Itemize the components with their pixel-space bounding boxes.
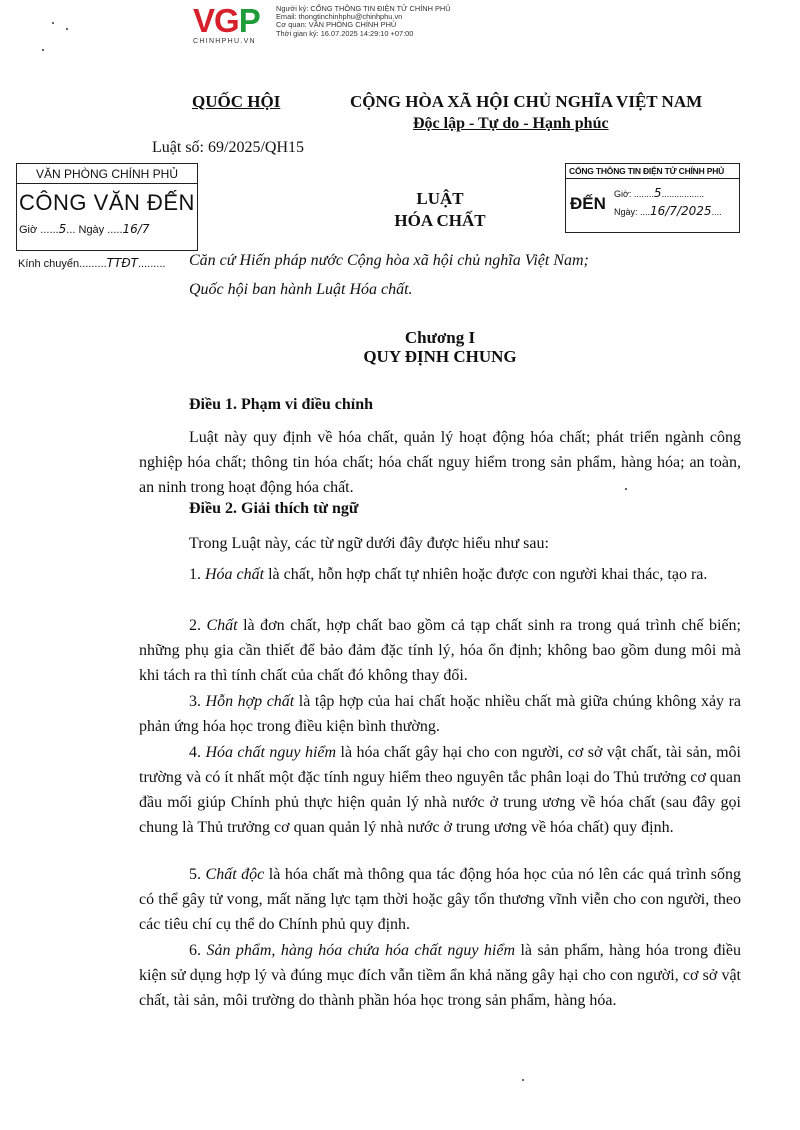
stamp-org: CỔNG THÔNG TIN ĐIỆN TỬ CHÍNH PHỦ xyxy=(566,164,739,179)
signer: Người ký: CỔNG THÔNG TIN ĐIỆN TỬ CHÍNH PHỦ xyxy=(276,4,451,13)
handwritten-date: 16/7/2025 xyxy=(650,204,712,218)
speck xyxy=(66,28,68,30)
chapter-number: Chương I xyxy=(404,328,476,347)
national-motto: Độc lập - Tự do - Hạnh phúc xyxy=(413,115,609,132)
defined-term: Sản phẩm, hàng hóa chứa hóa chất nguy hiểm xyxy=(206,942,516,959)
enactment-statement: Quốc hội ban hành Luật Hóa chất. xyxy=(189,281,413,298)
definition-item: 6. Sản phẩm, hàng hóa chứa hóa chất nguy hiểm là sản phẩm, hàng hóa trong điều kiện sử dụng hợp lý và đúng mục đích vẫn tiềm ẩn khả năng gây hại cho con người, cơ sở vật chất, tài sản, môi trường do thành phần hóa học trong sản phẩm, hàng hóa. xyxy=(139,942,741,1009)
document-type: LUẬT xyxy=(416,189,464,208)
handwritten-hour: 5 xyxy=(653,186,662,200)
digital-signature-info xyxy=(276,5,451,38)
defined-term: Hóa chất xyxy=(205,566,265,583)
handwritten-hour: 5 xyxy=(58,222,67,236)
stamp-title: CÔNG VĂN ĐẾN xyxy=(19,190,195,215)
speck xyxy=(522,1079,524,1081)
stamp-org: VĂN PHÒNG CHÍNH PHỦ xyxy=(17,164,197,184)
stamp-time: Giờ: ........5................. xyxy=(614,186,705,200)
vgp-logo: VGP xyxy=(193,2,260,39)
signer-email: Email: thongtinchinhphu@chinhphu.vn xyxy=(276,12,403,22)
handwritten-forward-to: TTĐT xyxy=(106,256,138,270)
issuing-agency: QUỐC HỘI xyxy=(192,92,281,111)
speck xyxy=(42,49,44,51)
definition-item: 1. Hóa chất là chất, hỗn hợp chất tự nhiên hoặc được con người khai thác, tạo ra. xyxy=(189,566,708,583)
forward-to-row: Kính chuyển.........TTĐT......... xyxy=(18,256,166,270)
stamp-date: Ngày: ....16/7/2025.... xyxy=(614,204,722,218)
defined-term: Chất xyxy=(206,617,238,634)
stamp-den: ĐẾN xyxy=(570,194,606,213)
defined-term: Hỗn hợp chất xyxy=(205,693,295,710)
handwritten-date: 16/7 xyxy=(122,222,150,236)
law-number: Luật số: 69/2025/QH15 xyxy=(152,139,304,156)
article-2-intro: Trong Luật này, các từ ngữ dưới đây được hiểu như sau: xyxy=(189,535,549,552)
defined-term: Hóa chất nguy hiểm xyxy=(205,744,337,761)
vgp-logo-subtitle: CHINHPHU.VN xyxy=(193,38,256,45)
legal-basis: Căn cứ Hiến pháp nước Cộng hòa xã hội chủ nghĩa Việt Nam; xyxy=(189,252,589,269)
article-1-heading: Điều 1. Phạm vi điều chỉnh xyxy=(189,396,374,413)
speck xyxy=(52,22,54,24)
stamp-time-row: Giờ ......5... Ngày .....16/7 xyxy=(19,222,150,236)
defined-term: Chất độc xyxy=(205,866,265,883)
definition-item: 2. Chất là đơn chất, hợp chất bao gồm cả tạp chất sinh ra trong quá trình chế biến; những phụ gia cần thiết để bảo đảm đặc tính lý, hóa ổn định; không bao gồm dung môi mà khi tách ra thì tính chất của chất đó không thay đổi. xyxy=(139,617,742,684)
country-name: CỘNG HÒA XÃ HỘI CHỦ NGHĨA VIỆT NAM xyxy=(350,92,703,111)
chapter-title: QUY ĐỊNH CHUNG xyxy=(363,347,517,366)
signer-agency: Cơ quan: VĂN PHÒNG CHÍNH PHỦ xyxy=(276,20,397,30)
definition-item: 3. Hỗn hợp chất là tập hợp của hai chất hoặc nhiều chất mà giữa chúng không xảy ra phản ứng hóa học trong điều kiện bình thường. xyxy=(139,693,742,735)
article-1-text: Luật này quy định về hóa chất, quản lý hoạt động hóa chất; phát triển ngành công nghiệp hóa chất; thông tin hóa chất; hóa chất nguy hiểm trong sản phẩm, hàng hóa; an toàn, an ninh trong hoạt động hóa chất. xyxy=(139,429,741,496)
article-2-heading: Điều 2. Giải thích từ ngữ xyxy=(189,500,359,517)
definition-item: 5. Chất độc là hóa chất mà thông qua tác động hóa học của nó lên các quá trình sống có thể gây tử vong, mất năng lực tạm thời hoặc gây tổn thương vĩnh viễn cho con người, theo các tiêu chí cụ thể do Chính phủ quy định. xyxy=(139,866,742,933)
definition-item: 4. Hóa chất nguy hiểm là hóa chất gây hại cho con người, cơ sở vật chất, tài sản, môi trường và có ít nhất một đặc tính nguy hiểm theo nguyên tắc phân loại do Thủ trưởng cơ quan đầu mối giúp Chính phủ thực hiện quản lý nhà nước ở trung ương về hóa chất (sau đây gọi chung là Thủ trưởng cơ quan quản lý nhà nước ở trung ương về hóa chất) quy định. xyxy=(139,744,741,836)
signing-time: Thời gian ký: 16.07.2025 14:29:10 +07:00 xyxy=(276,28,414,38)
document-title: HÓA CHẤT xyxy=(394,211,486,230)
